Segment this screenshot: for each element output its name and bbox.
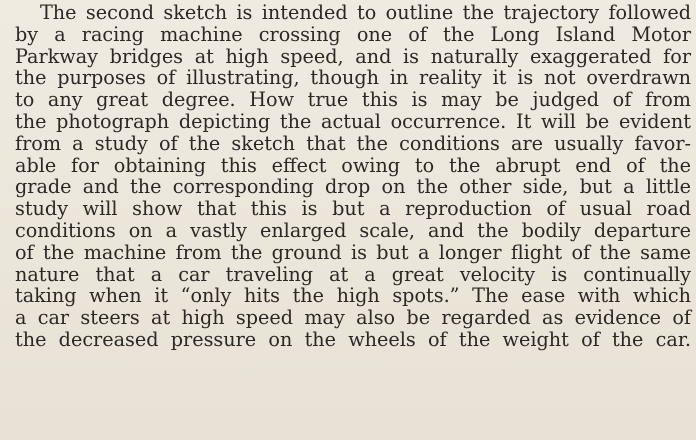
- text-line-6: the photograph depicting the actual occurrence. It will be evident: [15, 109, 691, 133]
- text-line-13: nature that a car traveling at a great velocity is continually: [15, 262, 691, 286]
- text-line-15: a car steers at high speed may also be regarded as evidence of: [15, 306, 691, 330]
- text-line-1: The second sketch is intended to outline the trajectory followed: [40, 1, 691, 24]
- text-line-12: of the machine from the ground is but a longer flight of the same: [15, 240, 691, 264]
- text-line-7: from a study of the sketch that the conditions are usually favor-: [15, 131, 691, 155]
- text-line-9: grade and the corresponding drop on the other side, but a little: [15, 175, 691, 199]
- body-paragraph: [15, 2, 691, 351]
- cut-off-next-line: [15, 432, 55, 440]
- text-line-4: the purposes of illustrating, though in reality it is not overdrawn: [15, 66, 691, 90]
- text-line-14: taking when it “only hits the high spots.” The ease with which: [15, 284, 691, 308]
- text-line-2: by a racing machine crossing one of the Long Island Motor: [15, 22, 691, 46]
- text-line-5: to any great degree. How true this is may be judged of from: [15, 88, 691, 112]
- text-line-8: able for obtaining this effect owing to the abrupt end of the: [15, 153, 691, 177]
- text-line-3: Parkway bridges at high speed, and is naturally exaggerated for: [15, 44, 691, 68]
- text-line-10: study will show that this is but a reproduction of usual road: [15, 197, 691, 221]
- text-line-16: the decreased pressure on the wheels of the weight of the car.: [15, 327, 691, 351]
- text-line-11: conditions on a vastly enlarged scale, and the bodily departure: [15, 218, 691, 242]
